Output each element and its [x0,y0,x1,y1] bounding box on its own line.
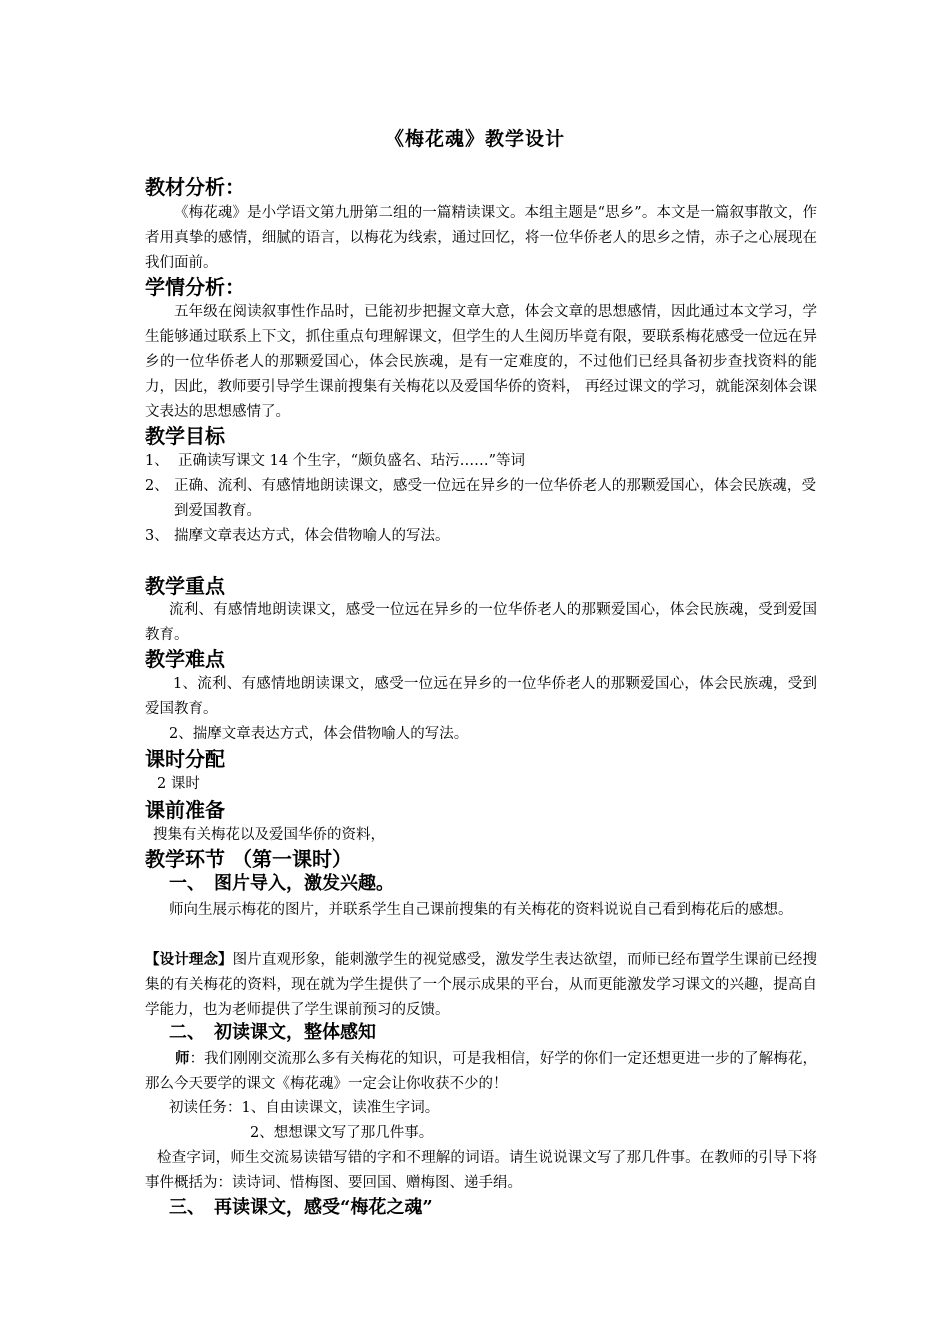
difficulty-item-2: 2、揣摩文章表达方式，体会借物喻人的写法。 [169,726,469,742]
step1-design-note [145,947,817,1023]
document-title: 《梅花魂》教学设计 [384,128,565,150]
design-note-label: 【设计理念】 [145,951,233,968]
material-paragraph: 《梅花魂》是小学语文第九册第二组的一篇精读课文。本组主题是“思乡”。本文是一篇叙事散文，作者用真挚的感情，细腻的语言，以梅花为线索，通过回忆，将一位华侨老人的思乡之情，赤子之心展现在我们面前。 [145,205,817,271]
goals-heading: 教学目标 [145,424,225,448]
hours-text: 2 课时 [157,776,200,792]
goal-item-3-number: 3、 [145,528,169,544]
difficulty-heading: 教学难点 [145,647,225,671]
step1-heading: 一、 图片导入，激发兴趣。 [169,873,394,894]
step1-paragraph: 师向生展示梅花的图片，并联系学生自己课前搜集的有关梅花的资料说说自己看到梅花后的感想。 [169,902,793,918]
reading-task-2: 2、想想课文写了那几件事。 [250,1125,434,1141]
prep-text: 搜集有关梅花以及爱国华侨的资料， [153,827,385,843]
difficulty-item-1: 1、流利、有感情地朗读课文，感受一位远在异乡的一位华侨老人的那颗爱国心，体会民族魂，受到爱国教育。 [145,676,817,717]
process-heading: 教学环节 （第一课时） [145,847,352,871]
prep-heading: 课前准备 [145,798,225,822]
focus-heading: 教学重点 [145,574,225,598]
teacher-label: 师 [175,1050,190,1067]
step2-teacher-speech [145,1046,817,1097]
students-paragraph: 五年级在阅读叙事性作品时，已能初步把握文章大意，体会文章的思想感情，因此通过本文学习，学生能够通过联系上下文，抓住重点句理解课文，但学生的人生阅历毕竟有限，要联系梅花感受一位远在异乡的一位华侨老人的那颗爱国心，体会民族魂，是有一定难度的，不过他们已经具备初步查找资料的能力，因此，教师要引导学生课前搜集有关梅花以及爱国华侨的资料， 再经过课文的学习，就能深刻体会课文表达的思想感情了。 [145,304,817,420]
reading-task-1: 初读任务：1、自由读课文，读准生字词。 [169,1100,440,1116]
goal-item-2-text: 正确、流利、有感情地朗读课文，感受一位远在异乡的一位华侨老人的那颗爱国心，体会民族魂，受到爱国教育。 [174,478,816,519]
design-note-text: 图片直观形象，能刺激学生的视觉感受，激发学生表达欲望，而师已经布置学生课前已经搜集的有关梅花的资料，现在就为学生提供了一个展示成果的平台，从而更能激发学习课文的兴趣，提高自学能力，也为老师提供了学生课前预习的反馈。 [145,952,818,1018]
goal-item-3-text: 揣摩文章表达方式，体会借物喻人的写法。 [174,528,450,544]
goal-item-1-number: 1、 [145,453,169,469]
step3-heading: 三、 再读课文，感受“梅花之魂” [169,1197,433,1218]
material-heading: 教材分析： [145,175,245,199]
students-heading: 学情分析： [145,275,245,299]
hours-heading: 课时分配 [145,747,225,771]
goal-item-1-text: 正确读写课文 14 个生字，“颇负盛名、玷污……”等词 [178,453,525,469]
focus-paragraph: 流利、有感情地朗读课文，感受一位远在异乡的一位华侨老人的那颗爱国心，体会民族魂，受到爱国教育。 [145,602,817,643]
step2-check-paragraph: 检查字词，师生交流易读错写错的字和不理解的词语。请生说说课文写了那几件事。在教师的引导下将事件概括为：读诗词、惜梅图、要回国、赠梅图、递手绢。 [145,1150,817,1191]
goal-item-2-number: 2、 [145,478,169,494]
step2-heading: 二、 初读课文，整体感知 [169,1022,376,1043]
teacher-speech-text: ：我们刚刚交流那么多有关梅花的知识，可是我相信，好学的你们一定还想更进一步的了解梅花，那么今天要学的课文《梅花魂》一定会让你收获不少的！ [145,1051,817,1092]
